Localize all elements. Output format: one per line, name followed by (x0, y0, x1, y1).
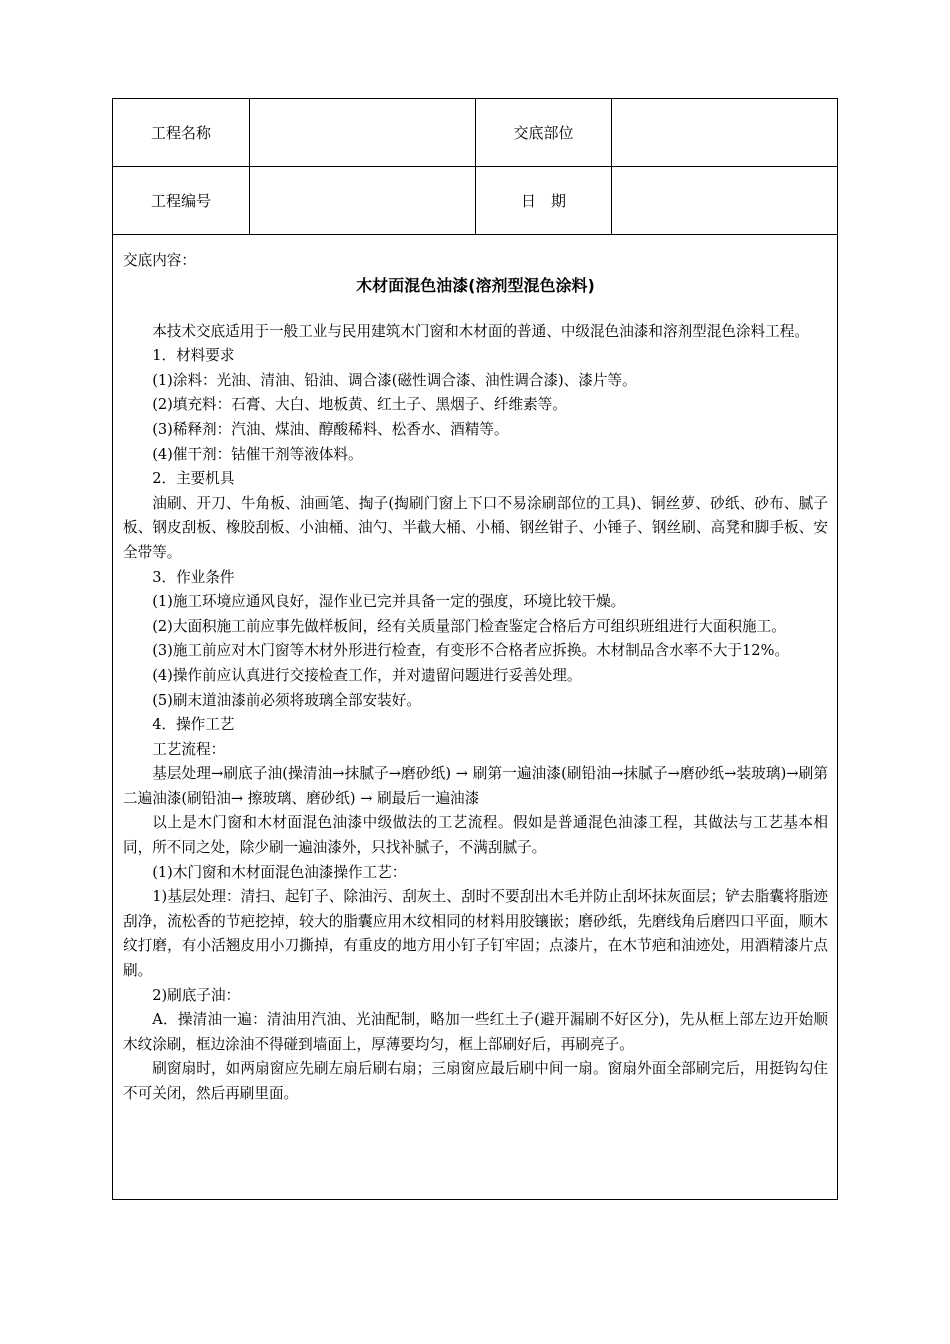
paragraph: A．操清油一遍：清油用汽油、光油配制，略加一些红土子(避开漏刷不好区分)，先从框上部左边开始顺木纹涂刷，框边涂油不得碰到墙面上，厚薄要均匀，框上部刷好后，再刷亮子。 (123, 1011, 828, 1053)
paragraph: (2)填充料：石膏、大白、地板黄、红土子、黑烟子、纤维素等。 (152, 396, 567, 414)
project-name-value (250, 99, 476, 166)
paragraph: (1)施工环境应通风良好，湿作业已完并具备一定的强度，环境比较干燥。 (152, 593, 626, 611)
paragraph: (5)刷末道油漆前必须将玻璃全部安装好。 (152, 691, 421, 709)
paragraph: 工艺流程： (152, 740, 226, 758)
paragraph: 以上是木门窗和木材面混色油漆中级做法的工艺流程。假如是普通混色油漆工程，其做法与工艺基本相同，所不同之处，除少刷一遍油漆外，只找补腻子，不满刮腻子。 (123, 814, 828, 857)
handover-part-value (612, 99, 837, 166)
project-name-label: 工程名称 (113, 99, 250, 166)
header-row-1 (113, 99, 837, 167)
paragraph: 刷窗扇时，如两扇窗应先刷左扇后刷右扇；三扇窗应最后刷中间一扇。窗扇外面全部刷完后，用挺钩勾住不可关闭，然后再刷里面。 (123, 1060, 828, 1102)
project-number-label: 工程编号 (113, 167, 250, 234)
section-heading: 1．材料要求 (152, 347, 235, 365)
paragraph: 本技术交底适用于一般工业与民用建筑木门窗和木材面的普通、中级混色油漆和溶剂型混色涂料工程。 (152, 322, 809, 340)
paragraph: (1)涂料：光油、清油、铅油、调合漆(磁性调合漆、油性调合漆)、漆片等。 (152, 371, 637, 389)
spacer (123, 298, 828, 320)
document-title: 木材面混色油漆(溶剂型混色涂料) (356, 275, 595, 295)
paragraph: (3)稀释剂：汽油、煤油、醇酸稀料、松香水、酒精等。 (152, 420, 509, 438)
paragraph: 油刷、开刀、牛角板、油画笔、掏子(掏刷门窗上下口不易涂刷部位的工具)、铜丝萝、砂纸、砂布、腻子板、钢皮刮板、橡胶刮板、小油桶、油勺、半截大桶、小桶、钢丝钳子、小锤子、钢丝刷、高凳和脚手板、安全带等。 (123, 494, 828, 561)
handover-content (123, 249, 828, 1107)
process-flow: 基层处理→刷底子油(操清油→抹腻子→磨砂纸) → 刷第一遍油漆(刷铅油→抹腻子→磨砂纸→装玻璃)→刷第二遍油漆(刷铅油→ 擦玻璃、磨砂纸) → 刷最后一遍油漆 (123, 765, 828, 807)
section-heading: 2．主要机具 (152, 470, 235, 488)
project-number-value (250, 167, 476, 234)
header-row-2 (113, 167, 837, 235)
paragraph: (4)操作前应认真进行交接检查工作，并对遗留问题进行妥善处理。 (152, 666, 582, 684)
paragraph: (2)大面积施工前应事先做样板间，经有关质量部门检查鉴定合格后方可组织班组进行大面积施工。 (152, 617, 786, 635)
handover-part-label: 交底部位 (476, 99, 612, 166)
handover-form (112, 98, 838, 1200)
content-label: 交底内容： (123, 252, 196, 269)
paragraph: 2)刷底子油： (152, 986, 241, 1004)
paragraph: (1)木门窗和木材面混色油漆操作工艺： (152, 863, 407, 881)
section-heading: 4．操作工艺 (152, 716, 235, 734)
date-value (612, 167, 837, 234)
paragraph: (3)施工前应对木门窗等木材外形进行检查，有变形不合格者应拆换。木材制品含水率不大于12%。 (152, 642, 790, 660)
section-heading: 3．作业条件 (152, 568, 235, 586)
date-label: 日 期 (476, 167, 612, 234)
paragraph: 1)基层处理：清扫、起钉子、除油污、刮灰土、刮时不要刮出木毛并防止刮坏抹灰面层；铲去脂囊将脂迹刮净，流松香的节疤挖掉，较大的脂囊应用木纹相同的材料用胶镶嵌；磨砂纸，先磨线角后磨四口平面，顺木纹打磨，有小活翘皮用小刀撕掉，有重皮的地方用小钉子钉牢固；点漆片，在木节疤和油迹处，用酒精漆片点刷。 (123, 888, 828, 980)
paragraph: (4)催干剂：钴催干剂等液体料。 (152, 445, 363, 463)
